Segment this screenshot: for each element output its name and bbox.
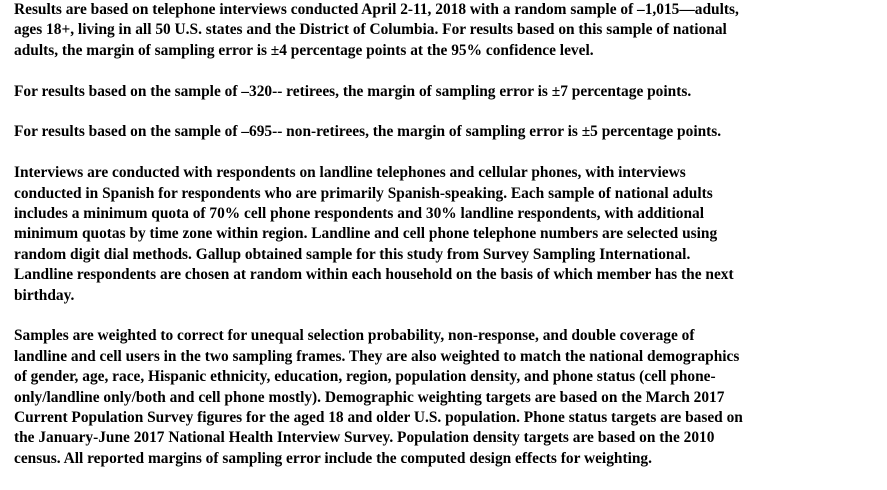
text-line: only/landline only/both and cell phone mostly). Demographic weighting targets are based on the March 2017	[14, 388, 725, 406]
text-line: Current Population Survey figures for the aged 18 and older U.S. population. Phone status targets are based on	[14, 409, 743, 427]
text-line: random digit dial methods. Gallup obtained sample for this study from Survey Sampling International.	[14, 245, 691, 263]
text-line: birthday.	[14, 286, 75, 304]
text-line: minimum quotas by time zone within region. Landline and cell phone telephone numbers are selected using	[14, 225, 718, 243]
text-line: census. All reported margins of sampling error include the computed design effects for weighting.	[14, 449, 652, 467]
text-line: conducted in Spanish for respondents who are primarily Spanish-speaking. Each sample of national adults	[14, 184, 713, 202]
text-line: Results are based on telephone interviews conducted April 2-11, 2018 with a random sample of –1,015—adults,	[14, 1, 739, 18]
text-line: Samples are weighted to correct for unequal selection probability, non-response, and double coverage of	[14, 327, 695, 345]
methodology-document	[14, 0, 880, 490]
text-line: adults, the margin of sampling error is ±4 percentage points at the 95% confidence level.	[14, 41, 594, 59]
paragraph-sample-overview	[14, 0, 880, 61]
paragraph-interview-method	[14, 163, 880, 306]
text-line: Landline respondents are chosen at random within each household on the basis of which member has the next	[14, 266, 734, 284]
text-line: For results based on the sample of –695-- non-retirees, the margin of sampling error is ±5 percentage points.	[14, 123, 722, 141]
paragraph-weighting	[14, 326, 880, 469]
text-line: of gender, age, race, Hispanic ethnicity, education, region, population density, and phone status (cell phone-	[14, 368, 716, 386]
text-line: Interviews are conducted with respondents on landline telephones and cellular phones, with interviews	[14, 164, 686, 182]
text-line: landline and cell users in the two sampling frames. They are also weighted to match the national demographics	[14, 347, 740, 365]
paragraph-non-retirees-error	[14, 122, 880, 142]
paragraph-retirees-error	[14, 82, 880, 102]
text-line: includes a minimum quota of 70% cell phone respondents and 30% landline respondents, with additional	[14, 205, 705, 223]
text-line: the January-June 2017 National Health Interview Survey. Population density targets are based on the 2010	[14, 429, 715, 447]
text-line: ages 18+, living in all 50 U.S. states and the District of Columbia. For results based on this sample of national	[14, 21, 727, 39]
text-line: For results based on the sample of –320-- retirees, the margin of sampling error is ±7 percentage points.	[14, 82, 692, 100]
